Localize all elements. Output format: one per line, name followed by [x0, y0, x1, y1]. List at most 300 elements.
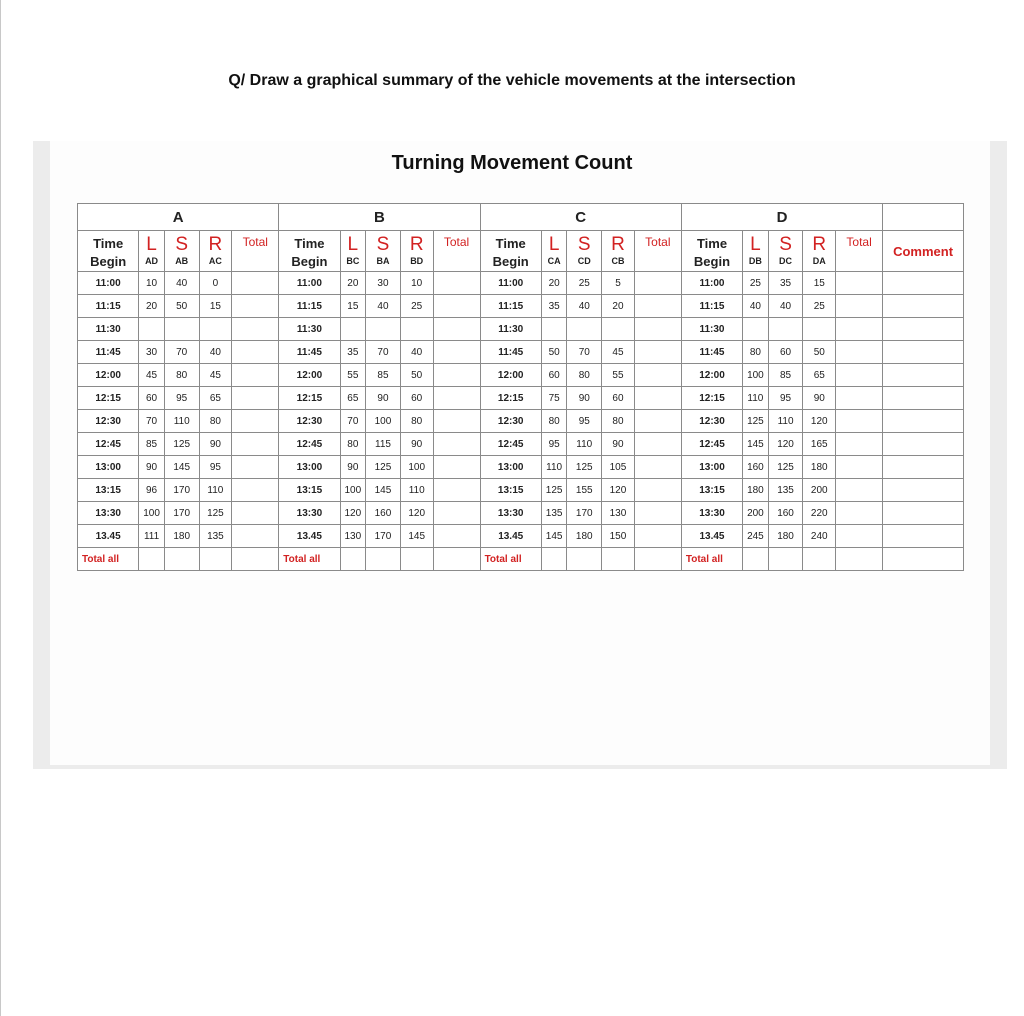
comment-cell [883, 364, 964, 387]
right-turn-cell: 120 [400, 502, 433, 525]
table-row [78, 318, 964, 341]
right-turn-cell: 90 [400, 433, 433, 456]
time-cell: 13.45 [480, 525, 541, 548]
time-cell: 12:15 [681, 387, 742, 410]
time-cell: 12:45 [78, 433, 139, 456]
table-row [78, 479, 964, 502]
straight-cell: 85 [366, 364, 401, 387]
left-turn-cell: 125 [743, 410, 769, 433]
straight-cell: 120 [768, 433, 803, 456]
time-cell: 12:00 [279, 364, 340, 387]
table-row [78, 295, 964, 318]
total-cell [433, 318, 480, 341]
approach-name-a: A [78, 204, 279, 231]
total-all-cell [602, 548, 635, 571]
right-turn-cell: 40 [199, 341, 232, 364]
time-cell: 11:30 [480, 318, 541, 341]
right-turn-cell: 125 [199, 502, 232, 525]
time-cell: 11:45 [681, 341, 742, 364]
left-turn-cell [139, 318, 165, 341]
total-cell [433, 433, 480, 456]
time-cell: 12:00 [681, 364, 742, 387]
time-cell: 12:15 [78, 387, 139, 410]
straight-cell: 135 [768, 479, 803, 502]
total-cell [232, 525, 279, 548]
time-cell: 11:00 [480, 272, 541, 295]
total-cell [836, 272, 883, 295]
total-all-row [78, 548, 964, 571]
left-turn-cell: 70 [340, 410, 366, 433]
movement-letter-r: R [208, 234, 223, 255]
comment-cell [883, 525, 964, 548]
straight-cell [366, 318, 401, 341]
movement-letter-l: L [347, 234, 359, 255]
table-row [78, 456, 964, 479]
straight-cell: 110 [768, 410, 803, 433]
right-turn-cell: 40 [400, 341, 433, 364]
total-cell [232, 456, 279, 479]
total-all-cell [836, 548, 883, 571]
time-begin-header [279, 231, 340, 272]
movement-header-r [400, 231, 433, 272]
comment-cell [883, 318, 964, 341]
movement-header-l [541, 231, 567, 272]
movement-code: BA [376, 256, 390, 266]
total-cell [836, 410, 883, 433]
straight-cell: 125 [768, 456, 803, 479]
left-turn-cell: 90 [340, 456, 366, 479]
right-turn-cell: 50 [803, 341, 836, 364]
total-all-cell [139, 548, 165, 571]
right-turn-cell: 20 [602, 295, 635, 318]
right-turn-cell: 90 [602, 433, 635, 456]
time-cell: 11:15 [78, 295, 139, 318]
total-cell [836, 318, 883, 341]
left-turn-cell: 110 [541, 456, 567, 479]
straight-cell: 170 [164, 479, 199, 502]
total-all-cell [400, 548, 433, 571]
right-turn-cell: 90 [199, 433, 232, 456]
total-all-cell [164, 548, 199, 571]
straight-cell: 95 [768, 387, 803, 410]
movement-letter-s: S [779, 234, 792, 255]
left-turn-cell: 100 [743, 364, 769, 387]
straight-cell: 40 [164, 272, 199, 295]
straight-cell: 30 [366, 272, 401, 295]
time-label: Time [294, 235, 325, 251]
movement-code: DB [748, 256, 762, 266]
straight-cell: 125 [567, 456, 602, 479]
total-cell [232, 479, 279, 502]
right-turn-cell: 65 [803, 364, 836, 387]
total-cell [232, 502, 279, 525]
right-turn-cell: 135 [199, 525, 232, 548]
left-turn-cell: 180 [743, 479, 769, 502]
movement-code: AD [145, 256, 159, 266]
begin-label: Begin [90, 253, 127, 269]
right-turn-cell: 165 [803, 433, 836, 456]
straight-cell: 90 [366, 387, 401, 410]
right-turn-cell: 10 [400, 272, 433, 295]
total-cell [232, 410, 279, 433]
total-cell [433, 387, 480, 410]
comment-cell [883, 341, 964, 364]
movement-letter-l: L [146, 234, 157, 255]
total-all-cell [232, 548, 279, 571]
total-all-cell [803, 548, 836, 571]
movement-header-r [199, 231, 232, 272]
right-turn-cell [199, 318, 232, 341]
movement-letter-s: S [376, 234, 390, 255]
straight-cell: 40 [366, 295, 401, 318]
table-row [78, 387, 964, 410]
straight-cell: 125 [366, 456, 401, 479]
total-cell [433, 479, 480, 502]
total-cell [232, 318, 279, 341]
comment-cell [883, 387, 964, 410]
comment-cell [883, 456, 964, 479]
total-cell [232, 341, 279, 364]
total-cell [634, 479, 681, 502]
movement-header-r [602, 231, 635, 272]
left-turn-cell: 90 [139, 456, 165, 479]
straight-cell: 70 [567, 341, 602, 364]
straight-cell: 115 [366, 433, 401, 456]
comment-cell [883, 479, 964, 502]
left-turn-cell: 145 [743, 433, 769, 456]
left-turn-cell: 60 [139, 387, 165, 410]
table-row [78, 272, 964, 295]
time-label: Time [495, 235, 526, 251]
time-cell: 13:15 [681, 479, 742, 502]
straight-cell: 180 [567, 525, 602, 548]
comment-header-top [883, 204, 964, 231]
right-turn-cell: 60 [400, 387, 433, 410]
right-turn-cell: 5 [602, 272, 635, 295]
total-all-cell [743, 548, 769, 571]
comment-cell [883, 502, 964, 525]
straight-cell: 80 [164, 364, 199, 387]
table-row [78, 502, 964, 525]
movement-letter-l: L [548, 234, 560, 255]
straight-cell: 90 [567, 387, 602, 410]
movement-code: CA [547, 256, 561, 266]
time-cell: 12:45 [480, 433, 541, 456]
time-cell: 12:45 [279, 433, 340, 456]
time-label: Time [696, 235, 728, 251]
straight-cell: 180 [768, 525, 803, 548]
left-turn-cell: 40 [743, 295, 769, 318]
total-cell [433, 410, 480, 433]
movement-letter-s: S [577, 234, 591, 255]
left-turn-cell: 65 [340, 387, 366, 410]
time-cell: 13.45 [279, 525, 340, 548]
straight-cell: 70 [366, 341, 401, 364]
comment-cell [883, 295, 964, 318]
time-cell: 13.45 [681, 525, 742, 548]
movement-header-s [366, 231, 401, 272]
total-cell [836, 364, 883, 387]
right-turn-cell: 95 [199, 456, 232, 479]
right-turn-cell [400, 318, 433, 341]
begin-label: Begin [291, 253, 328, 269]
straight-cell: 170 [567, 502, 602, 525]
right-turn-cell: 90 [803, 387, 836, 410]
right-turn-cell: 80 [400, 410, 433, 433]
right-turn-cell: 150 [602, 525, 635, 548]
total-cell [634, 456, 681, 479]
time-cell: 13:30 [681, 502, 742, 525]
comment-cell [883, 272, 964, 295]
time-cell: 13:00 [681, 456, 742, 479]
left-turn-cell: 85 [139, 433, 165, 456]
time-label: Time [93, 235, 124, 251]
straight-cell: 95 [567, 410, 602, 433]
left-turn-cell: 125 [541, 479, 567, 502]
right-turn-cell [602, 318, 635, 341]
time-cell: 13:30 [78, 502, 139, 525]
total-cell [836, 502, 883, 525]
right-turn-cell: 25 [803, 295, 836, 318]
total-cell [232, 433, 279, 456]
movement-letter-s: S [175, 234, 189, 255]
straight-cell: 145 [164, 456, 199, 479]
left-turn-cell: 245 [743, 525, 769, 548]
movement-code: DC [779, 256, 793, 266]
total-all-label: Total all [78, 548, 139, 571]
left-turn-cell: 75 [541, 387, 567, 410]
total-cell [836, 525, 883, 548]
right-turn-cell: 100 [400, 456, 433, 479]
right-turn-cell: 25 [400, 295, 433, 318]
right-turn-cell: 60 [602, 387, 635, 410]
movement-header-s [164, 231, 199, 272]
time-cell: 11:15 [681, 295, 742, 318]
straight-cell: 180 [164, 525, 199, 548]
straight-cell: 35 [768, 272, 803, 295]
left-turn-cell: 110 [743, 387, 769, 410]
left-turn-cell: 20 [139, 295, 165, 318]
table-row [78, 341, 964, 364]
begin-label: Begin [492, 253, 529, 269]
right-turn-cell: 200 [803, 479, 836, 502]
left-turn-cell: 100 [139, 502, 165, 525]
left-turn-cell: 135 [541, 502, 567, 525]
left-turn-cell: 70 [139, 410, 165, 433]
right-turn-cell: 15 [199, 295, 232, 318]
straight-cell: 70 [164, 341, 199, 364]
time-cell: 11:00 [78, 272, 139, 295]
straight-cell [164, 318, 199, 341]
straight-cell: 85 [768, 364, 803, 387]
total-cell [836, 341, 883, 364]
straight-cell [768, 318, 803, 341]
movement-header-l [743, 231, 769, 272]
left-turn-cell: 160 [743, 456, 769, 479]
left-turn-cell: 80 [743, 341, 769, 364]
movement-header-s [768, 231, 803, 272]
document-sheet-bottom [33, 765, 1007, 769]
total-header: Total [232, 231, 279, 272]
column-header-row [78, 231, 964, 272]
total-cell [634, 272, 681, 295]
straight-cell: 60 [768, 341, 803, 364]
total-cell [634, 433, 681, 456]
left-turn-cell: 25 [743, 272, 769, 295]
total-all-cell [634, 548, 681, 571]
total-all-cell [541, 548, 567, 571]
movement-header-s [567, 231, 602, 272]
total-cell [433, 272, 480, 295]
straight-cell: 40 [567, 295, 602, 318]
total-cell [836, 295, 883, 318]
movement-code: DA [812, 256, 826, 266]
left-turn-cell: 200 [743, 502, 769, 525]
total-cell [232, 295, 279, 318]
comment-cell [883, 433, 964, 456]
left-turn-cell: 10 [139, 272, 165, 295]
total-header: Total [433, 231, 480, 272]
time-cell: 12:30 [78, 410, 139, 433]
left-turn-cell: 80 [541, 410, 567, 433]
straight-cell: 170 [164, 502, 199, 525]
total-cell [433, 502, 480, 525]
movement-header-l [340, 231, 366, 272]
total-cell [836, 433, 883, 456]
time-begin-header [681, 231, 742, 272]
movement-code: AB [175, 256, 189, 266]
time-cell: 11:15 [279, 295, 340, 318]
time-cell: 12:30 [279, 410, 340, 433]
time-cell: 13.45 [78, 525, 139, 548]
movement-header-l [139, 231, 165, 272]
straight-cell: 155 [567, 479, 602, 502]
question-text: Q/ Draw a graphical summary of the vehicle movements at the intersection [228, 72, 796, 89]
right-turn-cell: 65 [199, 387, 232, 410]
straight-cell: 80 [567, 364, 602, 387]
total-cell [634, 502, 681, 525]
left-turn-cell: 35 [541, 295, 567, 318]
time-cell: 13:15 [480, 479, 541, 502]
total-cell [232, 272, 279, 295]
time-cell: 11:45 [78, 341, 139, 364]
left-turn-cell: 20 [541, 272, 567, 295]
total-cell [836, 387, 883, 410]
right-turn-cell: 110 [400, 479, 433, 502]
right-turn-cell: 0 [199, 272, 232, 295]
total-cell [836, 479, 883, 502]
straight-cell: 160 [768, 502, 803, 525]
approach-name-c: C [480, 204, 681, 231]
right-turn-cell: 130 [602, 502, 635, 525]
left-turn-cell: 60 [541, 364, 567, 387]
total-cell [232, 364, 279, 387]
time-cell: 13:30 [480, 502, 541, 525]
left-turn-cell: 96 [139, 479, 165, 502]
movement-code: CD [577, 256, 591, 266]
table-row [78, 410, 964, 433]
straight-cell: 50 [164, 295, 199, 318]
time-cell: 12:15 [279, 387, 340, 410]
right-turn-cell: 110 [199, 479, 232, 502]
table-row [78, 525, 964, 548]
time-cell: 12:45 [681, 433, 742, 456]
time-cell: 13:00 [279, 456, 340, 479]
left-turn-cell: 120 [340, 502, 366, 525]
total-cell [433, 341, 480, 364]
total-cell [433, 364, 480, 387]
time-begin-header [78, 231, 139, 272]
straight-cell: 170 [366, 525, 401, 548]
approach-name-d: D [681, 204, 882, 231]
time-cell: 11:00 [681, 272, 742, 295]
straight-cell: 95 [164, 387, 199, 410]
time-cell: 12:15 [480, 387, 541, 410]
time-cell: 11:30 [681, 318, 742, 341]
time-cell: 11:45 [279, 341, 340, 364]
approach-name-b: B [279, 204, 480, 231]
left-turn-cell: 30 [139, 341, 165, 364]
total-cell [634, 364, 681, 387]
straight-cell: 110 [567, 433, 602, 456]
turning-movement-table [77, 203, 964, 571]
approach-name-row [78, 204, 964, 231]
time-cell: 13:00 [78, 456, 139, 479]
right-turn-cell: 80 [199, 410, 232, 433]
right-turn-cell: 145 [400, 525, 433, 548]
total-cell [634, 410, 681, 433]
right-turn-cell: 120 [602, 479, 635, 502]
movement-code: CB [611, 256, 625, 266]
total-all-label: Total all [279, 548, 340, 571]
total-all-label: Total all [480, 548, 541, 571]
left-turn-cell: 50 [541, 341, 567, 364]
total-all-cell [567, 548, 602, 571]
movement-letter-l: L [750, 234, 761, 255]
left-turn-cell: 20 [340, 272, 366, 295]
time-cell: 12:30 [681, 410, 742, 433]
left-turn-cell: 55 [340, 364, 366, 387]
left-turn-cell [743, 318, 769, 341]
time-cell: 13:30 [279, 502, 340, 525]
straight-cell: 25 [567, 272, 602, 295]
time-cell: 12:00 [480, 364, 541, 387]
table-row [78, 433, 964, 456]
right-turn-cell: 55 [602, 364, 635, 387]
movement-code: AC [208, 256, 222, 266]
time-cell: 13:15 [78, 479, 139, 502]
straight-cell [567, 318, 602, 341]
straight-cell: 145 [366, 479, 401, 502]
right-turn-cell: 45 [602, 341, 635, 364]
left-turn-cell: 111 [139, 525, 165, 548]
straight-cell: 100 [366, 410, 401, 433]
left-turn-cell: 95 [541, 433, 567, 456]
total-all-cell [340, 548, 366, 571]
total-cell [634, 341, 681, 364]
left-turn-cell: 15 [340, 295, 366, 318]
comment-cell [883, 548, 964, 571]
total-cell [433, 295, 480, 318]
time-cell: 13:00 [480, 456, 541, 479]
straight-cell: 125 [164, 433, 199, 456]
right-turn-cell: 220 [803, 502, 836, 525]
sheet-title: Turning Movement Count [391, 152, 633, 174]
straight-cell: 40 [768, 295, 803, 318]
movement-code: BC [346, 256, 360, 266]
left-turn-cell: 145 [541, 525, 567, 548]
right-turn-cell: 105 [602, 456, 635, 479]
